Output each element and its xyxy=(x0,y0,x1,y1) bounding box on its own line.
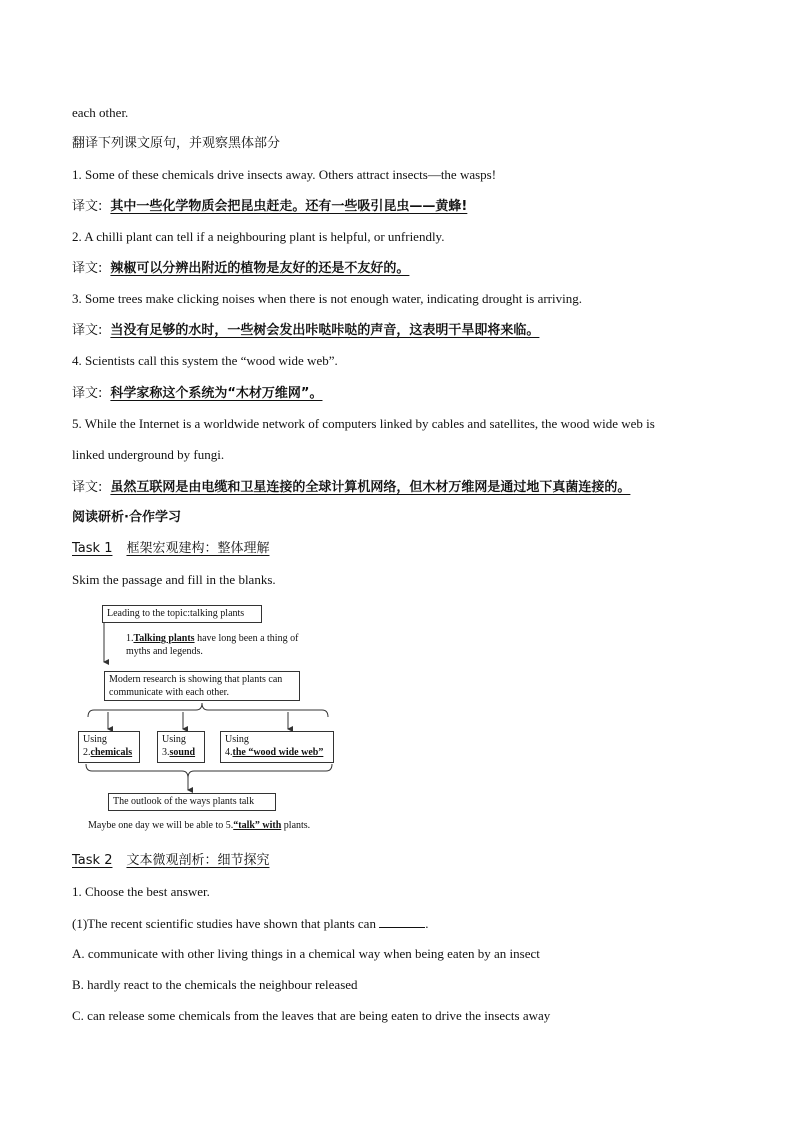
translation-text: 当没有足够的水时，一些树会发出咔哒咔哒的声音，这表明干旱即将来临。 xyxy=(110,323,540,338)
answer-blank[interactable] xyxy=(379,915,425,928)
translation-text: 其中一些化学物质会把昆虫赶走。还有一些吸引昆虫——黄蜂! xyxy=(110,199,468,214)
translation-3 xyxy=(72,322,734,339)
sentence-4: 4. Scientists call this system the “wood wide web”. xyxy=(72,353,338,368)
instruction-line: 翻译下列课文原句，并观察黑体部分 xyxy=(72,136,281,151)
answer-5: “talk” with xyxy=(233,820,282,831)
translation-text: 科学家称这个系统为“木材万维网”。 xyxy=(110,386,323,401)
sentence-1: 1. Some of these chemicals drive insects away. Others attract insects—the wasps! xyxy=(72,167,497,182)
diagram-note-1: 1.Talking plants have long been a thing of myths and legends. xyxy=(126,633,299,657)
question-1-1: (1)The recent scientific studies have shown that plants can . xyxy=(72,916,429,931)
text-line: each other. xyxy=(72,105,129,120)
task-2-heading xyxy=(72,853,734,869)
sentence-3: 3. Some trees make clicking noises when there is not enough water, indicating drought is arriving. xyxy=(72,291,582,306)
diagram-box-chemicals: Using 2.chemicals xyxy=(78,731,140,763)
translation-label: 译文: xyxy=(72,323,103,338)
translation-2 xyxy=(72,260,734,277)
structure-diagram xyxy=(78,600,348,840)
task-1-title: Task 1 框架宏观建构：整体理解 xyxy=(72,541,270,556)
translation-text: 辣椒可以分辨出附近的植物是友好的还是不友好的。 xyxy=(110,261,410,276)
translation-4 xyxy=(72,385,734,402)
section-heading: 阅读研析·合作学习 xyxy=(72,510,181,525)
diagram-box-web: Using 4.the “wood wide web” xyxy=(220,731,334,763)
sentence-2: 2. A chilli plant can tell if a neighbouring plant is helpful, or unfriendly. xyxy=(72,229,445,244)
answer-3: sound xyxy=(169,747,196,758)
translation-label: 译文: xyxy=(72,261,103,276)
translation-label: 译文: xyxy=(72,199,103,214)
diagram-box-research: Modern research is showing that plants can communicate with each other. xyxy=(104,671,300,701)
translation-label: 译文: xyxy=(72,386,103,401)
sentence-5-cont: linked underground by fungi. xyxy=(72,447,225,462)
diagram-box-topic: Leading to the topic:talking plants xyxy=(102,605,262,623)
question-1: 1. Choose the best answer. xyxy=(72,884,210,899)
option-a: A. communicate with other living things in a chemical way when being eaten by an insect xyxy=(72,946,540,961)
option-b: B. hardly react to the chemicals the neighbour released xyxy=(72,977,358,992)
diagram-box-sound: Using 3.sound xyxy=(157,731,205,763)
translation-text: 虽然互联网是由电缆和卫星连接的全球计算机网络，但木材万维网是通过地下真菌连接的。 xyxy=(110,480,631,495)
translation-label: 译文: xyxy=(72,480,103,495)
translation-5 xyxy=(72,479,734,496)
answer-4: the “wood wide web” xyxy=(232,747,324,758)
task-1-heading xyxy=(72,541,734,557)
option-c: C. can release some chemicals from the leaves that are being eaten to drive the insects away xyxy=(72,1008,551,1023)
task-2-title: Task 2 文本微观剖析：细节探究 xyxy=(72,853,270,868)
sentence-5: 5. While the Internet is a worldwide network of computers linked by cables and satellites, the wood wide web is xyxy=(72,416,655,431)
answer-1: Talking plants xyxy=(133,633,195,644)
task-1-instruction: Skim the passage and fill in the blanks. xyxy=(72,572,276,587)
translation-1 xyxy=(72,198,734,215)
answer-2: chemicals xyxy=(90,747,133,758)
diagram-box-outlook: The outlook of the ways plants talk xyxy=(108,793,276,811)
diagram-final-note: Maybe one day we will be able to 5.“talk” with plants. xyxy=(88,820,311,831)
